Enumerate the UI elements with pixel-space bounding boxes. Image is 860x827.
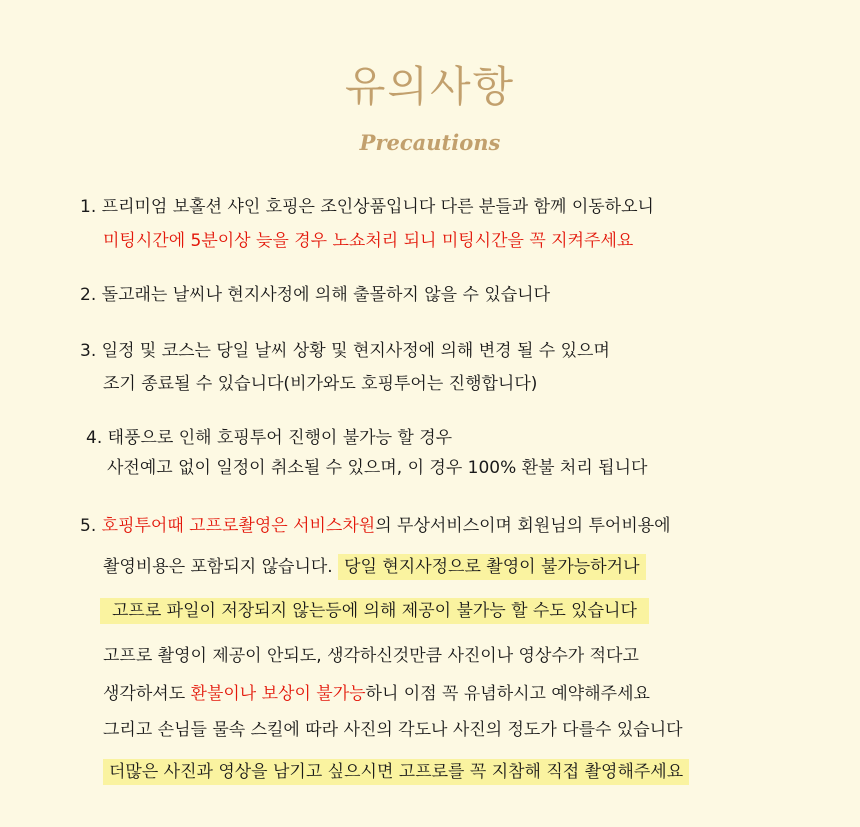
item-5-text: 의 무상서비스이며 회원님의 투어비용에 [375,516,671,536]
item-5-line-2 [103,555,646,579]
item-2-number: 2. [80,285,97,305]
item-5-line-7 [103,760,689,784]
item-2-text: 돌고래는 날씨나 현지사정에 의해 출몰하지 않을 수 있습니다 [101,285,551,305]
item-5-line-5-b: 하니 이점 꼭 유념하시고 예약해주세요 [365,684,650,704]
item-4-line-2: 사전예고 없이 일정이 취소될 수 있으며, 이 경우 100% 환불 처리 됩니다 [107,458,648,478]
item-5-line-4: 고프로 촬영이 제공이 안되도, 생각하신것만큼 사진이나 영상수가 적다고 [103,646,639,666]
item-5-line-5-a: 생각하셔도 [103,684,191,704]
page-title: 유의사항 [344,62,516,111]
item-5-number: 5. [80,516,97,536]
item-5-line-2-highlight: 당일 현지사정으로 촬영이 불가능하거나 [338,554,645,580]
item-1-number: 1. [80,197,97,217]
item-1-line-2: 미팅시간에 5분이상 늦을 경우 노쇼처리 되니 미팅시간을 꼭 지켜주세요 [103,231,634,251]
item-2-line-1 [80,283,550,307]
item-4-line-1 [86,426,452,450]
item-4-text: 태풍으로 인해 호핑투어 진행이 불가능 할 경우 [107,428,453,448]
item-5-line-6: 그리고 손님들 물속 스킬에 따라 사진의 각도나 사진의 정도가 다를수 있습니다 [103,720,683,740]
item-5-line-3-highlight: 고프로 파일이 저장되지 않는등에 의해 제공이 불가능 할 수도 있습니다 [100,598,649,624]
item-3-text: 일정 및 코스는 당일 날씨 상황 및 현지사정에 의해 변경 될 수 있으며 [101,341,610,361]
item-5-line-1 [80,514,671,538]
item-5-line-3 [100,599,649,623]
item-5-red-text: 호핑투어때 고프로촬영은 서비스차원 [101,516,376,536]
item-3-number: 3. [80,341,97,361]
item-4-number: 4. [86,428,103,448]
item-3-line-1 [80,339,610,363]
page-subtitle: Precautions [359,130,501,155]
item-5-line-5-red: 환불이나 보상이 불가능 [190,684,366,704]
item-5-line-2-plain: 촬영비용은 포함되지 않습니다. [103,557,333,577]
item-5-line-7-highlight: 더많은 사진과 영상을 남기고 싶으시면 고프로를 꼭 지참해 직접 촬영해주세요 [103,759,689,785]
item-3-line-2: 조기 종료될 수 있습니다(비가와도 호핑투어는 진행합니다) [103,374,538,394]
item-1-text: 프리미엄 보홀션 샤인 호핑은 조인상품입니다 다른 분들과 함께 이동하오니 [101,197,654,217]
item-1-line-1 [80,195,654,219]
item-5-line-5 [103,682,650,706]
